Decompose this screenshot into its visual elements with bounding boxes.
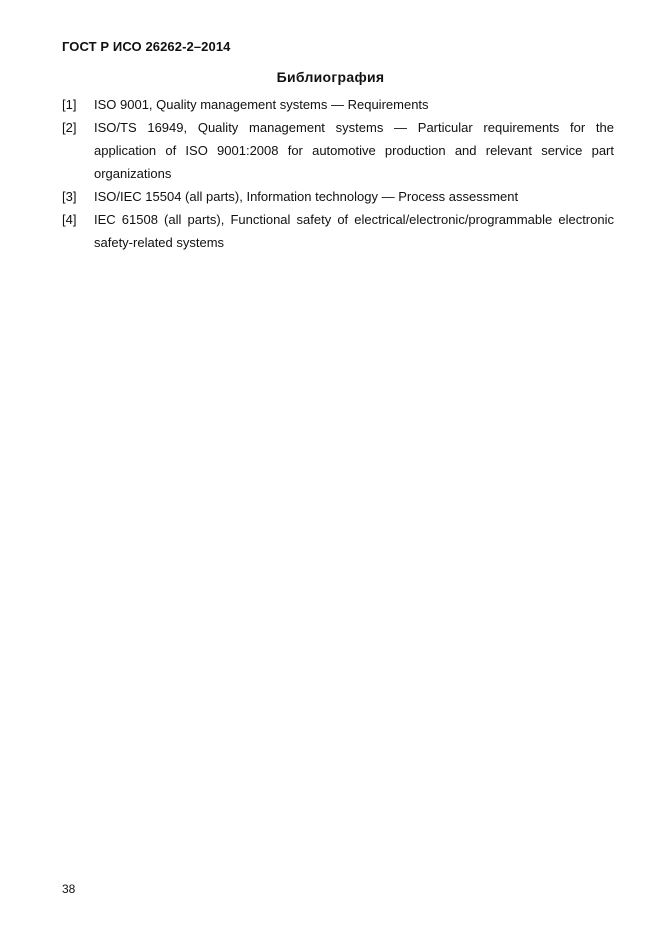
document-header: ГОСТ Р ИСО 26262-2–2014 xyxy=(62,39,231,54)
bibliography-entry xyxy=(62,93,614,116)
bibliography-entry xyxy=(62,208,614,254)
entry-text: IEC 61508 (all parts), Functional safety of electrical/electronic/programmable electronic safety-related systems xyxy=(94,212,614,250)
entry-text: ISO 9001, Quality management systems — Requirements xyxy=(94,97,429,112)
entry-number: [1] xyxy=(62,97,77,112)
entry-text: ISO/TS 16949, Quality management systems — Particular requirements for the application of ISO 9001:2008 for automotive production and relevant service part organizations xyxy=(94,120,614,181)
entry-number: [2] xyxy=(62,120,77,135)
page-number: 38 xyxy=(62,882,76,896)
entry-text: ISO/IEC 15504 (all parts), Information technology — Process assessment xyxy=(94,189,519,204)
entry-number: [4] xyxy=(62,212,77,227)
entry-number: [3] xyxy=(62,189,77,204)
bibliography-entry xyxy=(62,185,614,208)
bibliography-title: Библиография xyxy=(276,69,385,85)
bibliography-entry xyxy=(62,116,614,185)
bibliography-list xyxy=(62,93,614,254)
